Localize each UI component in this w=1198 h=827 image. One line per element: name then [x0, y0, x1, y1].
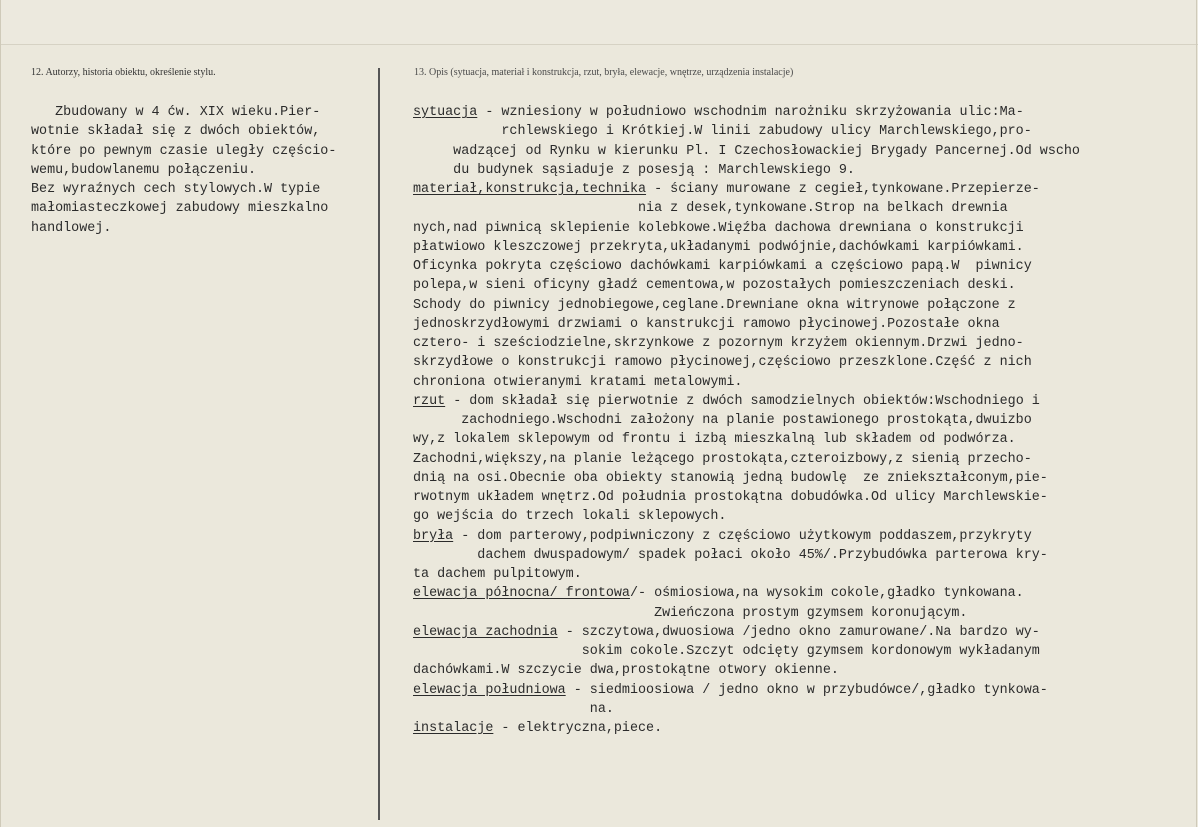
description-text-run: sokim cokole.Szczyt odcięty gzymsem kordonowym wykładanym	[413, 644, 1040, 659]
description-line	[413, 392, 1193, 411]
description-text-run: Schody do piwnicy jednobiegowe,ceglane.Drewniane okna witrynowe połączone z	[413, 297, 1016, 313]
description-line	[413, 122, 1193, 141]
history-style-text	[31, 103, 375, 238]
description-line	[413, 296, 1193, 315]
section-label: elewacja zachodnia	[413, 624, 558, 640]
description-line	[413, 199, 1193, 218]
description-line	[413, 604, 1193, 623]
description-line	[413, 238, 1193, 257]
description-line	[413, 103, 1193, 122]
section-label: rzut	[413, 393, 446, 409]
description-text-run: Zachodni,większy,na planie leżącego prostokąta,czteroizbowy,z sienią przecho-	[413, 451, 1032, 467]
description-line	[413, 315, 1193, 334]
column-divider	[378, 68, 380, 820]
section-label: elewacja północna/ frontowa	[413, 586, 630, 602]
description-line	[413, 257, 1193, 276]
history-line: które po pewnym czasie uległy częścio-	[31, 143, 337, 159]
description-line	[413, 642, 1193, 661]
description-text-run: /- ośmiosiowa,na wysokim cokole,gładko tynkowana.	[629, 586, 1024, 602]
description-line	[413, 276, 1193, 295]
history-line: wemu,budowlanemu połączeniu.	[31, 162, 256, 178]
description-line	[413, 681, 1193, 700]
description-line	[413, 469, 1193, 488]
description-line	[413, 565, 1193, 584]
description-line	[413, 719, 1193, 738]
description-text-run: zachodniego.Wschodni założony na planie postawionego prostokąta,dwuizbo	[413, 413, 1032, 428]
history-line: Bez wyraźnych cech stylowych.W typie	[31, 182, 321, 197]
description-line	[413, 373, 1193, 392]
description-line	[413, 584, 1193, 603]
section-label: elewacja południowa	[413, 682, 566, 698]
description-line	[413, 700, 1193, 719]
description-line	[413, 507, 1193, 526]
description-text-run: nia z desek,tynkowane.Strop na belkach drewnia	[413, 201, 1008, 217]
description-text-run: - wzniesiony w południowo wschodnim narożniku skrzyżowania ulic:Ma-	[477, 105, 1024, 120]
description-line	[413, 546, 1193, 565]
section-label: bryła	[413, 528, 454, 544]
description-line	[413, 661, 1193, 680]
description-text-run: - elektryczna,piece.	[493, 721, 663, 736]
description-text-run: nych,nad piwnicą sklepienie kolebkowe.Więźba dachowa drewniana o konstrukcji	[413, 220, 1024, 236]
section-13-header: 13. Opis (sytuacja, materiał i konstrukcja, rzut, bryła, elewacje, wnętrze, urządzenia instalacje)	[414, 67, 794, 78]
description-text-run: polepa,w sieni oficyny gładź cementowa,w pozostałych pomieszczeniach deski.	[413, 278, 1016, 294]
description-line	[413, 142, 1193, 161]
description-line	[413, 450, 1193, 469]
description-text	[413, 103, 1193, 738]
description-text-run: dnią na osi.Obecnie oba obiekty stanowią jedną budowlę ze zniekształconym,pie-	[413, 470, 1048, 486]
description-line	[413, 219, 1193, 238]
description-line	[413, 430, 1193, 449]
description-line	[413, 411, 1193, 430]
history-line: handlowej.	[31, 220, 112, 236]
page-top-strip	[0, 0, 1198, 45]
history-line: wotnie składał się z dwóch obiektów,	[31, 124, 321, 140]
section-label: sytuacja	[413, 105, 478, 120]
section-12-header: 12. Autorzy, historia obiektu, określenie stylu.	[31, 67, 216, 78]
description-text-run: dachówkami.W szczycie dwa,prostokątne otwory okienne.	[413, 663, 839, 679]
description-line	[413, 488, 1193, 507]
description-text-run: skrzydłowe o konstrukcji ramowo płycinowej,częściowo przeszklone.Część z nich	[413, 355, 1032, 371]
description-text-run: Oficynka pokryta częściowo dachówkami karpiówkami a częściowo papą.W piwnicy	[413, 259, 1032, 274]
description-text-run: Zwieńczona prostym gzymsem koronującym.	[413, 605, 968, 621]
description-text-run: wadzącej od Rynku w kierunku Pl. I Czechosłowackiej Brygady Pancernej.Od wscho	[413, 143, 1080, 159]
description-line	[413, 527, 1193, 546]
description-text-run: - dom parterowy,podpiwniczony z częściowo użytkowym poddaszem,przykryty	[453, 528, 1032, 544]
description-line	[413, 334, 1193, 353]
history-line: Zbudowany w 4 ćw. XIX wieku.Pier-	[31, 105, 321, 120]
description-line	[413, 161, 1193, 180]
description-text-run: cztero- i sześciodzielne,skrzynkowe z pozornym krzyżem okiennym.Drzwi jedno-	[413, 336, 1024, 351]
description-text-run: płatwiowo kleszczowej przekryta,układanymi podwójnie,dachówkami karpiówkami.	[413, 239, 1024, 255]
description-text-run: jednoskrzydłowymi drzwiami o kanstrukcji ramowo płycinowej.Pozostałe okna	[413, 316, 1000, 332]
history-line: małomiasteczkowej zabudowy mieszkalno	[31, 201, 329, 217]
description-text-run: rwotnym układem wnętrz.Od południa prostokątna dobudówka.Od ulicy Marchlewskie-	[413, 490, 1048, 505]
description-line	[413, 180, 1193, 199]
description-text-run: - dom składał się pierwotnie z dwóch samodzielnych obiektów:Wschodniego i	[445, 393, 1040, 409]
section-label: instalacje	[413, 721, 494, 736]
right-edge-rule	[1196, 0, 1197, 827]
description-text-run: ta dachem pulpitowym.	[413, 567, 582, 582]
description-text-run: - ściany murowane z cegieł,tynkowane.Przepierze-	[646, 182, 1040, 197]
left-edge-rule	[0, 0, 1, 827]
description-text-run: chroniona otwieranymi kratami metalowymi.	[413, 374, 743, 390]
description-text-run: - siedmioosiowa / jedno okno w przybudówce/,gładko tynkowa-	[565, 682, 1048, 698]
description-text-run: wy,z lokalem sklepowym od frontu i izbą mieszkalną lub składem od podwórza.	[413, 432, 1016, 448]
description-text-run: du budynek sąsiaduje z posesją : Marchlewskiego 9.	[413, 162, 855, 178]
section-label: materiał,konstrukcja,technika	[413, 182, 647, 197]
description-text-run: rchlewskiego i Krótkiej.W linii zabudowy ulicy Marchlewskiego,pro-	[413, 124, 1032, 140]
description-text-run: - szczytowa,dwuosiowa /jedno okno zamurowane/.Na bardzo wy-	[557, 624, 1040, 640]
description-text-run: go wejścia do trzech lokali sklepowych.	[413, 509, 727, 525]
description-text-run: na.	[413, 701, 614, 717]
description-line	[413, 623, 1193, 642]
description-line	[413, 353, 1193, 372]
description-text-run: dachem dwuspadowym/ spadek połaci około 45%/.Przybudówka parterowa kry-	[413, 547, 1048, 563]
